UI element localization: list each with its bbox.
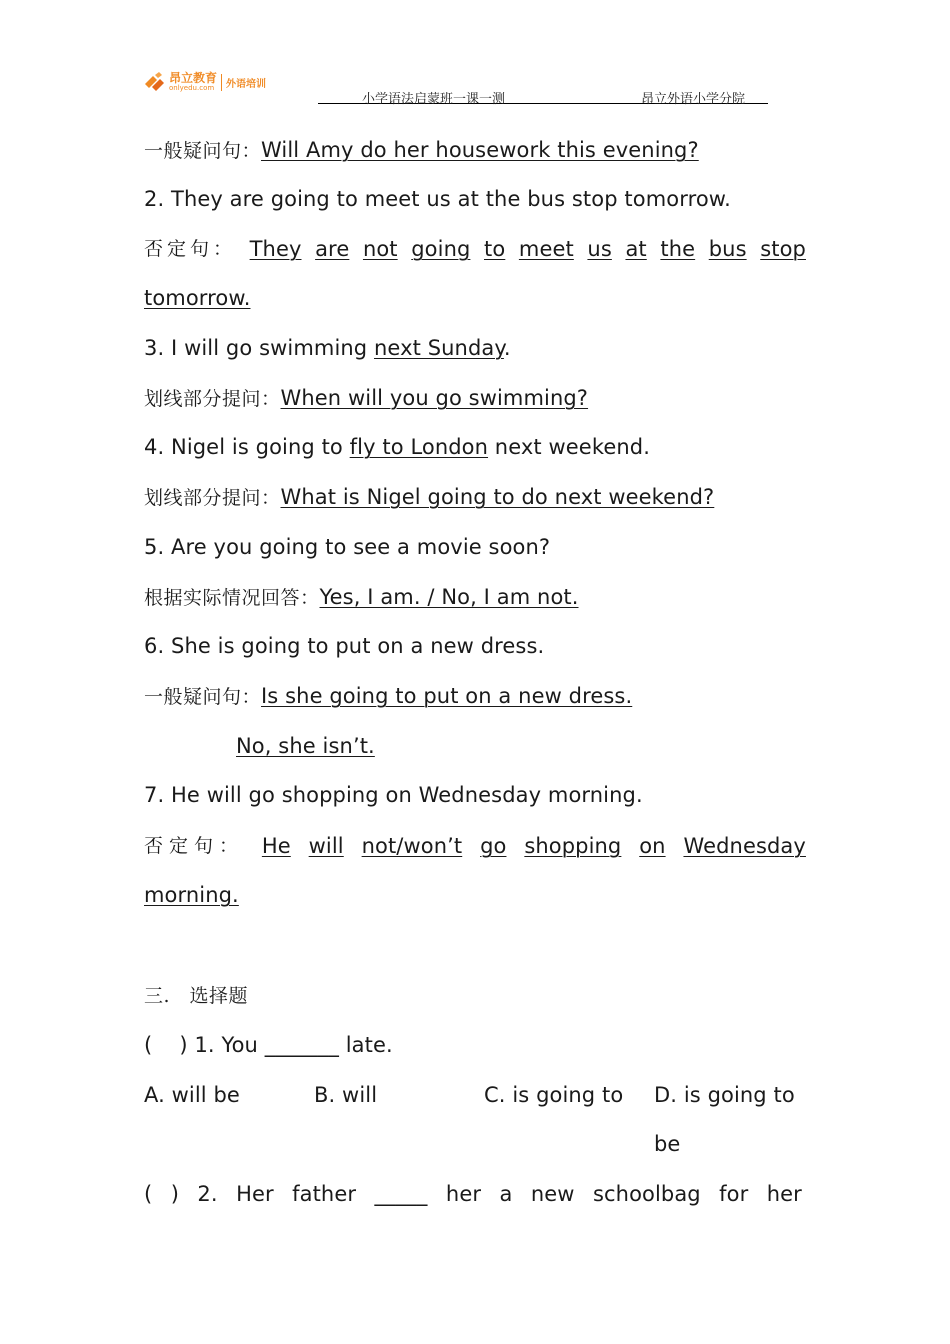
q4-pre: 4. Nigel is going to	[144, 435, 350, 459]
mc2-word: Her	[236, 1182, 274, 1206]
q3-underlined: next Sunday	[374, 336, 504, 360]
q2-answer-word: meet	[518, 237, 574, 261]
q4-sentence	[144, 434, 650, 460]
q6-question-line	[144, 683, 632, 710]
mc2-word: father	[292, 1182, 357, 1206]
header-line	[318, 88, 768, 107]
q5-label: 根据实际情况回答：	[144, 587, 320, 609]
logo-subtitle: 外语培训	[226, 78, 267, 90]
mc1-option-c: C. is going to	[484, 1083, 624, 1107]
q3-sentence	[144, 335, 511, 361]
q7-negative-line	[144, 833, 806, 859]
mc1-stem: ( ) 1. You _______ late.	[144, 1033, 393, 1057]
mc1-option-a: A. will be	[144, 1083, 240, 1107]
q2-answer-continued	[144, 285, 251, 311]
q3-answer: When will you go swimming?	[280, 386, 589, 410]
q2-answer-word: stop	[760, 237, 806, 261]
q1-question-line	[144, 137, 699, 164]
mc1-option-b: B. will	[314, 1083, 378, 1107]
q4-post: next weekend.	[488, 435, 650, 459]
q3-question-line	[144, 385, 588, 412]
page-header	[0, 0, 950, 110]
logo-divider	[221, 74, 222, 91]
q6-answer2-line	[236, 733, 375, 759]
mc2-word: for	[719, 1182, 749, 1206]
mc2-word: her	[445, 1182, 482, 1206]
mc2-word: new	[530, 1182, 575, 1206]
q1-label: 一般疑问句：	[144, 140, 262, 162]
onlyedu-logo	[143, 70, 266, 94]
q2-label: 否定句：	[144, 238, 237, 260]
mc2-word: her	[766, 1182, 802, 1206]
q4-label: 划线部分提问：	[144, 487, 281, 509]
q7-answer-word: Wednesday	[683, 834, 806, 858]
mc1-option-d: D. is going to	[654, 1083, 795, 1107]
q7-answer-word: He	[261, 834, 291, 858]
q2-answer-word: us	[587, 237, 612, 261]
q2-answer-word: at	[625, 237, 647, 261]
q6-answer2: No, she isn’t.	[236, 734, 375, 758]
q7-label: 否定句：	[144, 835, 245, 857]
mc2-word: 2.	[197, 1182, 218, 1206]
q7-sentence: 7. He will go shopping on Wednesday morning.	[144, 783, 643, 807]
logo-url: onlyedu.com	[169, 84, 215, 92]
q4-underlined: fly to London	[349, 435, 489, 459]
q3-pre: 3. I will go swimming	[144, 336, 375, 360]
mc2-word: a	[499, 1182, 513, 1206]
course-title: 小学语法启蒙班一课一测	[362, 92, 506, 107]
q7-answer-continued	[144, 882, 239, 908]
q2-answer-cont: tomorrow.	[144, 286, 251, 310]
mc2-word: (	[144, 1182, 153, 1206]
school-name: 昂立外语小学分院	[641, 92, 746, 107]
q4-question-line	[144, 484, 714, 511]
q3-label: 划线部分提问：	[144, 388, 281, 410]
q7-answer-word: on	[639, 834, 666, 858]
q7-answer-word: not/won’t	[361, 834, 463, 858]
logo-mark-icon	[143, 72, 167, 92]
q6-label: 一般疑问句：	[144, 686, 262, 708]
q2-answer-word: to	[484, 237, 506, 261]
q7-answer-word: shopping	[524, 834, 622, 858]
q3-post: .	[503, 336, 511, 360]
section3-title: 三. 选择题	[144, 985, 249, 1007]
q2-negative-line	[144, 236, 806, 262]
mc1-options	[144, 1082, 806, 1108]
q5-answer-line	[144, 584, 579, 611]
q7-answer-cont: morning.	[144, 883, 239, 907]
q5-sentence: 5. Are you going to see a movie soon?	[144, 535, 551, 559]
logo-name: 昂立教育	[169, 71, 218, 85]
mc2-word: )	[170, 1182, 179, 1206]
q2-answer-word: are	[315, 237, 350, 261]
q2-answer-word: bus	[708, 237, 747, 261]
q2-answer-word: the	[660, 237, 696, 261]
q4-answer: What is Nigel going to do next weekend?	[280, 485, 715, 509]
q7-answer-word: go	[480, 834, 507, 858]
q6-answer: Is she going to put on a new dress.	[261, 684, 633, 708]
q2-answer-word: They	[249, 237, 302, 261]
q2-answer-word: going	[411, 237, 471, 261]
q6-sentence: 6. She is going to put on a new dress.	[144, 634, 545, 658]
q2-sentence: 2. They are going to meet us at the bus stop tomorrow.	[144, 187, 731, 211]
mc1-option-d-cont: be	[654, 1132, 681, 1156]
q1-answer: Will Amy do her housework this evening?	[261, 138, 699, 162]
q2-answer-word: not	[362, 237, 398, 261]
q7-answer-word: will	[308, 834, 344, 858]
mc2-stem	[144, 1181, 802, 1207]
mc2-word: schoolbag	[592, 1182, 701, 1206]
mc2-blank: _____	[374, 1182, 428, 1206]
q5-answer: Yes, I am. / No, I am not.	[319, 585, 579, 609]
